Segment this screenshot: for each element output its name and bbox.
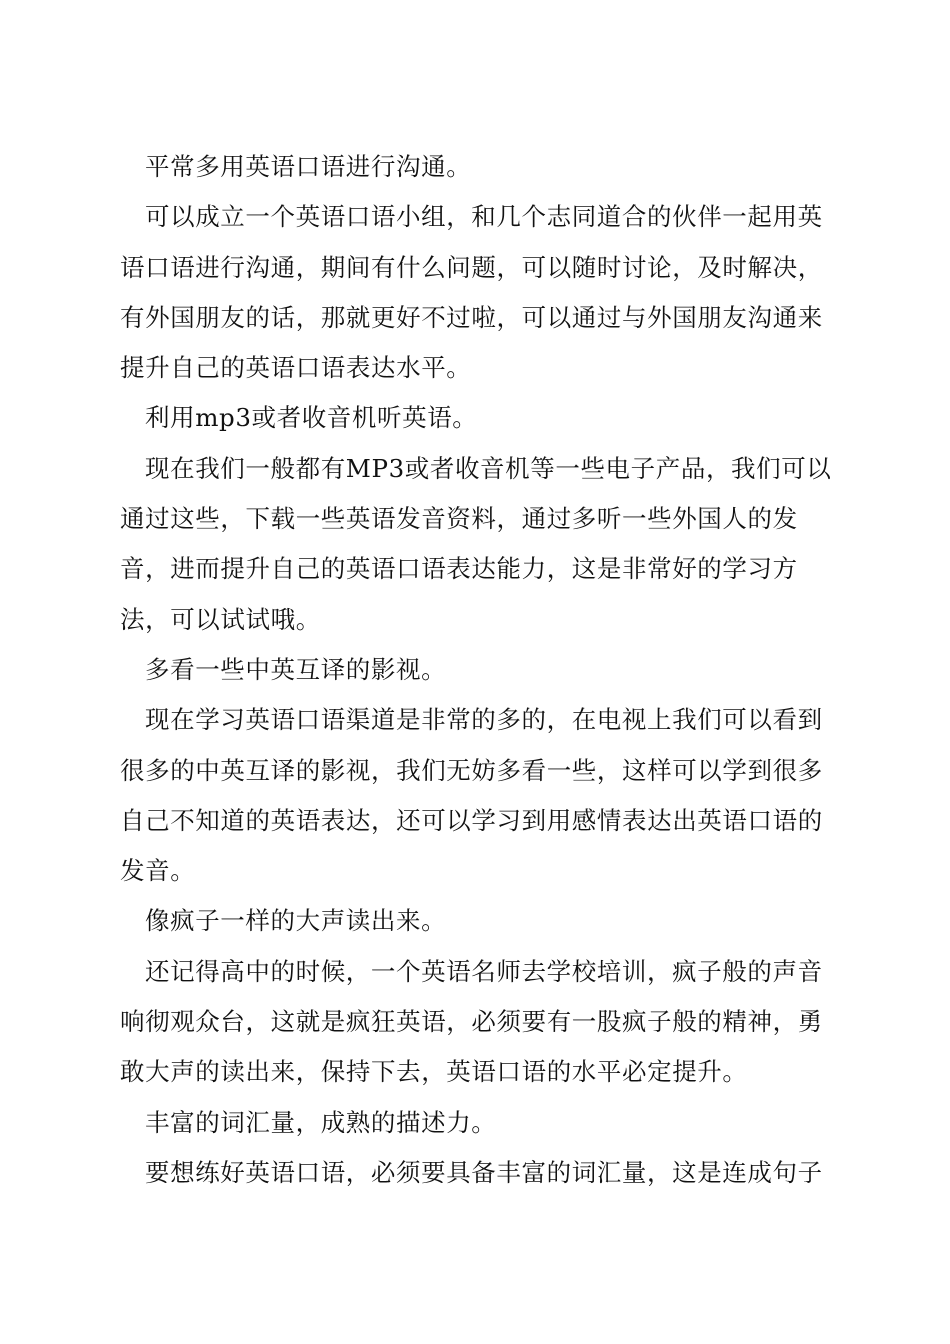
- paragraph-vocabulary: 要想练好英语口语，必须要具备丰富的词汇量，这是连成句子: [145, 1157, 823, 1187]
- paragraph-english-group: 可以成立一个英语口语小组，和几个志同道合的伙伴一起用英语口语进行沟通，期间有什么问题，可以随时讨论，及时解决，有外国朋友的话，那就更好不过啦，可以通过与外国朋友沟通来提升自己的英语口语表达水平。: [120, 202, 823, 383]
- paragraph-heading-vocabulary: 丰富的词汇量，成熟的描述力。: [145, 1107, 497, 1137]
- paragraph-heading-mp3-radio: 利用mp3或者收音机听英语。: [145, 403, 478, 433]
- paragraph-heading-bilingual-films: 多看一些中英互译的影视。: [145, 654, 447, 684]
- paragraph-read-aloud: 还记得高中的时候，一个英语名师去学校培训，疯子般的声音响彻观众台，这就是疯狂英语，必须要有一股疯子般的精神，勇敢大声的读出来，保持下去，英语口语的水平必定提升。: [120, 956, 823, 1087]
- paragraph-heading-read-aloud: 像疯子一样的大声读出来。: [145, 906, 447, 936]
- document-body: [120, 142, 840, 1198]
- paragraph-bilingual-films: 现在学习英语口语渠道是非常的多的，在电视上我们可以看到很多的中英互译的影视，我们无妨多看一些，这样可以学到很多自己不知道的英语表达，还可以学习到用感情表达出英语口语的发音。: [120, 705, 823, 886]
- paragraph-mp3-radio: 现在我们一般都有MP3或者收音机等一些电子产品，我们可以通过这些，下载一些英语发音资料，通过多听一些外国人的发音，进而提升自己的英语口语表达能力，这是非常好的学习方法，可以试试哦。: [120, 453, 832, 634]
- paragraph-heading-speak-english: 平常多用英语口语进行沟通。: [145, 152, 472, 181]
